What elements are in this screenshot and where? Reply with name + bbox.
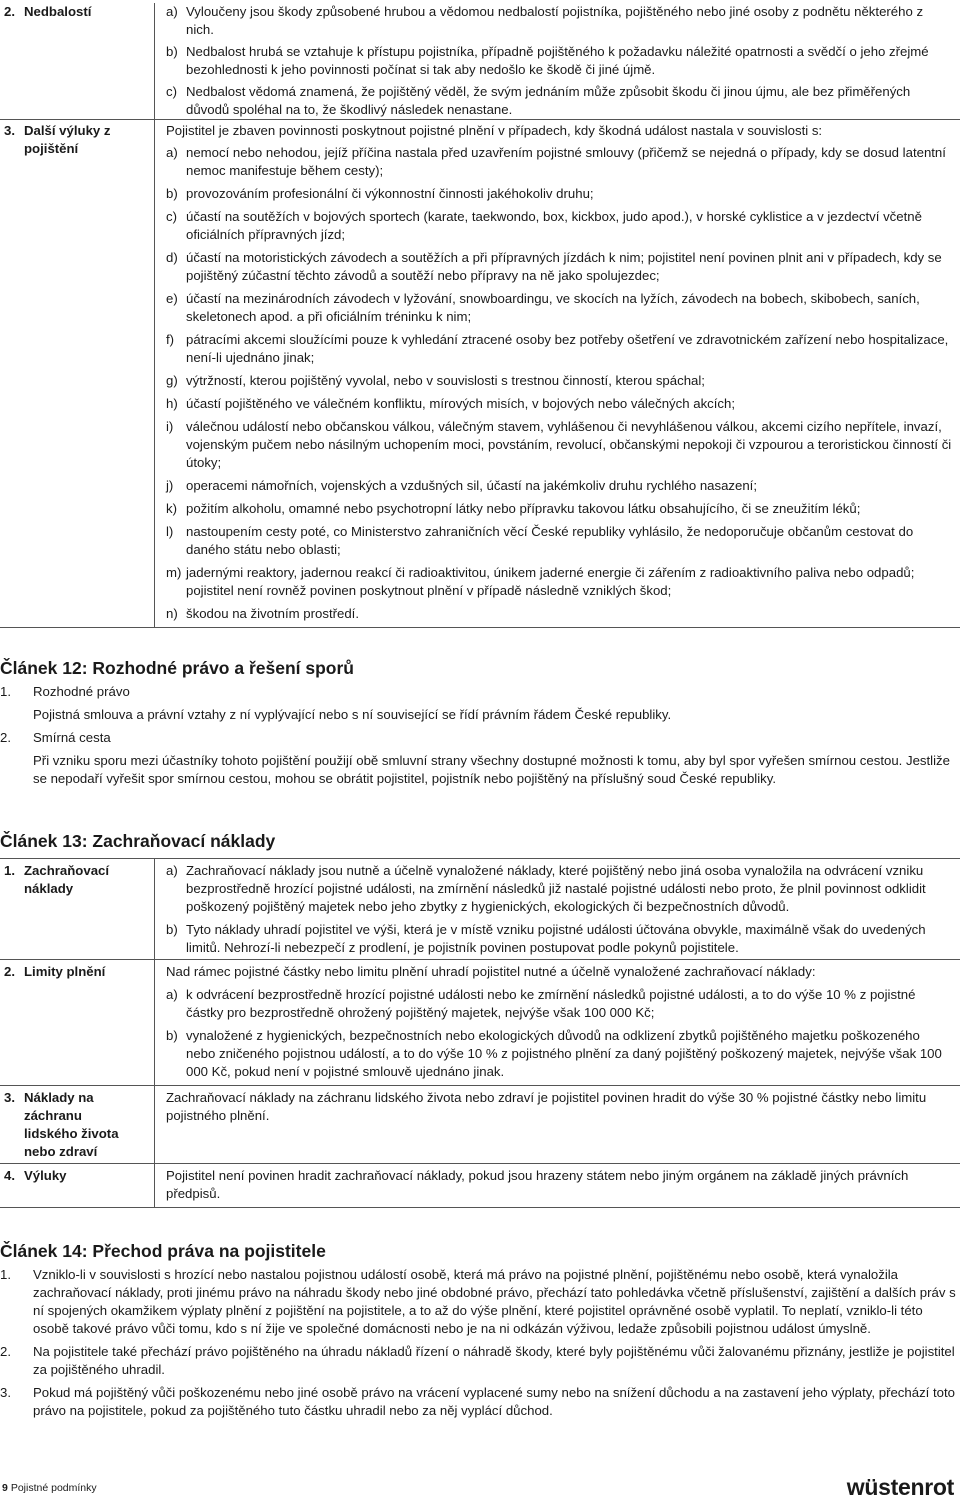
- page-footer: [2, 1481, 97, 1495]
- list-item: b) provozováním profesionální či výkonnostní činnosti jakéhokoliv druhu;: [166, 186, 594, 201]
- list-item: c) účastí na soutěžích v bojových sportech (karate, taekwondo, box, kickbox, judo apod.), v horské cyklistice a v jezdectví včetně oficiálních přípravných jízd;: [166, 209, 922, 242]
- brand-logo: wüstenrot: [846, 1474, 954, 1500]
- article-13-heading: Článek 13: Zachraňovací náklady: [0, 831, 276, 851]
- table-row-other-exclusions: [0, 120, 960, 628]
- list-item: h) účastí pojištěného ve válečném konfliktu, mírových misích, v bojových nebo válečných akcích;: [166, 396, 736, 411]
- row-number: 2.: [4, 4, 15, 19]
- rescue-costs-table: [0, 858, 960, 1208]
- list-item: a) k odvrácení bezprostředně hrozící pojistné události nebo ke zmírnění následků pojistné události, a to do výše 10 % z pojistné částky pro bezprostředně ohrožený pojištěný majetek, nejvýše však 100 000 Kč;: [166, 987, 916, 1020]
- row-label: 4. Výluky: [4, 1168, 67, 1183]
- table-row: [0, 859, 960, 960]
- row-label: 2. Limity plnění: [4, 964, 106, 979]
- table-row: [0, 1164, 960, 1208]
- row-content: Zachraňovací náklady na záchranu lidského života nebo zdraví je pojistitel povinen hradit do výše 30 % pojistné částky nebo limitu pojistného plnění.: [155, 1086, 960, 1164]
- row-label-text: Nedbalostí: [24, 4, 92, 19]
- list-item: a) Zachraňovací náklady jsou nutně a účelně vynaložené náklady, které pojištěný nebo jiná osoba vynaložila na odvrácení vzniku bezprostředně hrozící pojistné události, na zmírnění následků již nastalé pojistné události nebo proto, že plnil povinnost odklidit poškozený pojištěný majetek nebo jeho zbytky z hygienických, ekologických či bezpečnostních důvodů.: [166, 863, 926, 914]
- page-number: 9: [2, 1482, 8, 1494]
- item-text: Pojistná smlouva a právní vztahy z ní vyplývající nebo s ní související se řídí právním řádem České republiky.: [33, 707, 672, 722]
- article-12-heading: Článek 12: Rozhodné právo a řešení sporů: [0, 658, 354, 678]
- list-item: b) vynaložené z hygienických, bezpečnostních nebo ekologických důvodů na odklizení zbytků pojištěného majetku poškozeného nebo zničeného pojistnou událostí, a to do výše 10 % z pojistného plnění za daný pojištěný poškozený majetek, nejvýše však 100 000 Kč, pokud není v pojistné smlouvě ujednáno jinak.: [166, 1028, 942, 1079]
- article-14-body: [0, 1266, 960, 1420]
- table-row: [0, 960, 960, 1086]
- list-item: c) Nedbalost vědomá znamená, že pojištěný věděl, že svým jednáním může způsobit škodu či jinou újmu, ale bez přiměřených důvodů spoléhal na to, že škodlivý následek nenastane.: [166, 84, 911, 117]
- row-number: 3.: [4, 123, 15, 138]
- document-title: Pojistné podmínky: [10, 1482, 97, 1494]
- row-content: Nad rámec pojistné částky nebo limitu plnění uhradí pojistitel nutné a účelně vynaložené zachraňovací náklady: a) k odvrácení bezprostředně hrozící pojistné události nebo ke zmírnění následků pojistné události, a to do výše 10 % z pojistné částky pro bezprostředně ohrožený pojištěný majetek, nejvýše však 100 000 Kč; b) vynaložené z hygienických, bezpečnostních nebo ekologických důvodů na odklizení zbytků pojištěného majetku poškozeného nebo zničeného pojistnou událostí, a to do výše 10 % z pojistného plnění za daný pojištěný poškozený majetek, nejvýše však 100 000 Kč, pokud není v pojistné smlouvě ujednáno jinak.: [155, 960, 960, 1086]
- list-item: b) Tyto náklady uhradí pojistitel ve výši, která je v místě vzniku pojistné události účtována obvykle, maximálně však do uvedených limitů. Nehrozí-li nebezpečí z prodlení, je pojistník povinen postupovat podle pokynů pojistitele.: [166, 922, 926, 955]
- row-label: 3. Náklady na záchranu lidského života nebo zdraví: [4, 1090, 119, 1159]
- row-content: [155, 859, 960, 960]
- item-text: Při vzniku sporu mezi účastníky tohoto pojištění použijí obě smluvní strany všechny dostupné možnosti k tomu, aby byl spor vyřešen smírnou cestou. Jestliže se nepodaří vyřešit spor smírnou cestou, mohou se obrátit pojistitel, pojistník nebo pojištěný na příslušný soud České republiky.: [33, 753, 950, 786]
- table-row-negligence: [0, 3, 960, 120]
- row-intro: Pojistitel je zbaven povinnosti poskytnout pojistné plnění v případech, kdy škodná událost nastala v souvislosti s:: [166, 123, 823, 138]
- list-item: l) nastoupením cesty poté, co Ministerstvo zahraničních věcí České republiky vyhlásilo, že nedoporučuje občanům cestovat do daného státu nebo oblasti;: [166, 524, 914, 557]
- exclusions-table: [0, 3, 960, 628]
- row-content: [155, 120, 960, 628]
- list-item: a) nemocí nebo nehodou, jejíž příčina nastala před uzavřením pojistné smlouvy (přičemž se nejedná o případy, kdy se dosud latentní nemoc manifestuje během cesty);: [166, 145, 946, 178]
- list-item: 3. Pokud má pojištěný vůči poškozenému nebo jiné osobě právo na vrácení vyplacené sumy nebo na snížení důchodu a na zastavení jeho výplaty, přechází toto právo na pojistitele, pokud za pojištěného tuto částku uhradil nebo za něj vyplácí důchod.: [0, 1385, 955, 1418]
- list-item: f) pátracími akcemi sloužícími pouze k vyhledání ztracené osoby bez potřeby ošetření ve zdravotnickém zařízení nebo hospitalizace, není-li ujednáno jinak;: [166, 332, 949, 365]
- item-title: Rozhodné právo: [33, 684, 130, 699]
- row-label: [0, 3, 155, 120]
- row-label: [0, 120, 155, 628]
- item-title: Smírná cesta: [33, 730, 111, 745]
- list-item: 1. Vzniklo-li v souvislosti s hrozící nebo nastalou pojistnou událostí osobě, která má právo na pojistné plnění, pojištěnému nebo osobě, která vynaložila zachraňovací náklady, proti jinému právo na náhradu škody nebo jiné obdobné právo, přechází tato pohledávka včetně příslušenství, zajištění a dalších práv s ní spojených okamžikem výplaty plnění z pojištění na pojistitele, a to až do výše plnění, které pojistitel oprávněné osobě vyplatil. To neplatí, vzniklo-li této osobě takové právo vůči tomu, kdo s ní žije ve společné domácnosti nebo je na ni odkázán výživou, ledaže způsobili pojistnou událost úmyslně.: [0, 1267, 956, 1336]
- list-item: m) jadernými reaktory, jadernou reakcí či radioaktivitou, únikem jaderné energie či zářením z radioaktivního paliva nebo odpadů; pojistitel není rovněž povinen poskytnout plnění v případě následně vzniklých škod;: [166, 565, 915, 598]
- list-item: i) válečnou událostí nebo občanskou válkou, válečným stavem, vyhlášenou či nevyhlášenou válkou, akcemi cizího nepřítele, invazí, vojenským pučem nebo násilným uchopením moci, povstáním, revolucí, občanskými nepokoji či vzpourou a teroristickou činností či útoky;: [166, 419, 952, 470]
- row-label: 1. Zachraňovací náklady: [4, 863, 110, 896]
- list-item: d) účastí na motoristických závodech a soutěžích a při přípravných jízdách k nim; pojistitel není povinen plnit ani v případech, kdy se pojištěný zúčastní těchto závodů a soutěží nebo přípravy na ně jako spolujezdec;: [166, 250, 942, 283]
- table-row: [0, 1086, 960, 1164]
- list-item: g) výtržností, kterou pojištěný vyvolal, nebo v souvislosti s trestnou činností, kterou spáchal;: [166, 373, 705, 388]
- row-content: [155, 3, 960, 120]
- list-item: 1. Rozhodné právo: [0, 683, 960, 701]
- row-content: Pojistitel není povinen hradit zachraňovací náklady, pokud jsou hrazeny státem nebo jiným orgánem na základě jiných právních předpisů.: [155, 1164, 960, 1208]
- list-item: a) Vyloučeny jsou škody způsobené hrubou a vědomou nedbalostí pojistníka, pojištěného nebo jiné osoby z podnětu některého z nich.: [166, 4, 924, 37]
- article-12-body: [0, 683, 960, 788]
- list-item: 2. Smírná cesta: [0, 729, 960, 747]
- list-item: 2. Na pojistitele také přechází právo pojištěného na úhradu nákladů řízení o náhradě škody, které byly pojištěnému vůči žalovanému přiznány, jestliže je pojistitel za pojištěného uhradil.: [0, 1344, 955, 1377]
- list-item: e) účastí na mezinárodních závodech v lyžování, snowboardingu, ve skocích na lyžích, závodech na bobech, skibobech, saních, skeletonech apod. a při oficiálním tréninku k nim;: [166, 291, 920, 324]
- article-14-heading: Článek 14: Přechod práva na pojistitele: [0, 1241, 326, 1261]
- list-item: b) Nedbalost hrubá se vztahuje k přístupu pojistníka, případně pojištěného k požadavku náležité opatrnosti a svědčí o jeho zřejmé bezohlednosti k jeho povinnosti počínat si tak aby nedošlo ke škodě či jiné újmě.: [166, 44, 929, 77]
- row-label-text: Další výluky z pojištění: [24, 123, 111, 156]
- list-item: k) požitím alkoholu, omamné nebo psychotropní látky nebo přípravku takovou látku obsahujícího, či se zneužitím léků;: [166, 501, 861, 516]
- list-item: j) operacemi námořních, vojenských a vzdušných sil, účastí na jakémkoliv druhu rychlého nasazení;: [166, 478, 758, 493]
- list-item: n) škodou na životním prostředí.: [166, 606, 359, 621]
